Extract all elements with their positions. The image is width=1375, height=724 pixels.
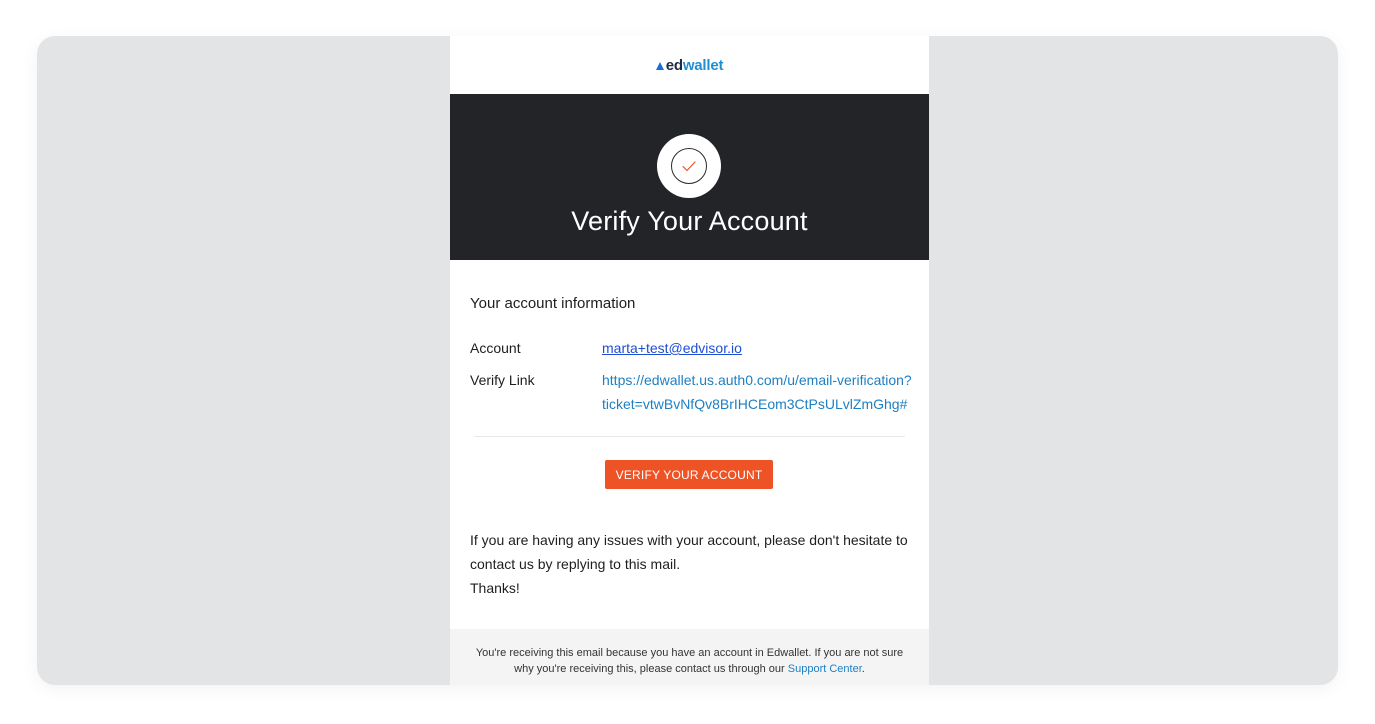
account-email-link[interactable]: marta+test@edvisor.io [602,340,742,356]
edwallet-logo[interactable] [656,57,724,74]
support-center-link[interactable]: Support Center [787,663,862,675]
footer-text: You're receiving this email because you have an account in Edwallet. If you are not sure why you're receiving this, please contact us through our [475,647,904,675]
divider [474,436,905,437]
logo-triangle-icon [656,62,664,70]
logo-text-ed: ed [665,56,683,74]
verify-link-url[interactable] [602,368,912,416]
verify-link-line-2[interactable]: ticket=vtwBvNfQv8BrIHCEom3CtPsULvlZmGhg# [602,396,908,412]
account-label: Account [470,340,521,356]
email-preview-frame [37,36,1338,685]
hero-banner [450,94,929,260]
verify-account-button[interactable]: VERIFY YOUR ACCOUNT [605,460,773,489]
logo-bar [450,36,929,94]
footer-text-end: . [861,663,865,675]
help-message-text: If you are having any issues with your account, please don't hesitate to contact us by replying to this mail. [470,532,908,572]
logo-text-wallet: wallet [682,56,724,74]
verify-link-label: Verify Link [470,372,535,388]
thanks-text: Thanks! [470,580,520,596]
email-footer [450,629,929,685]
verify-link-line-1[interactable]: https://edwallet.us.auth0.com/u/email-verification? [602,372,912,388]
help-message [470,528,910,600]
section-heading: Your account information [470,295,636,312]
email-body [450,36,929,685]
page-title: Verify Your Account [571,206,808,236]
check-circle-icon [657,134,721,198]
